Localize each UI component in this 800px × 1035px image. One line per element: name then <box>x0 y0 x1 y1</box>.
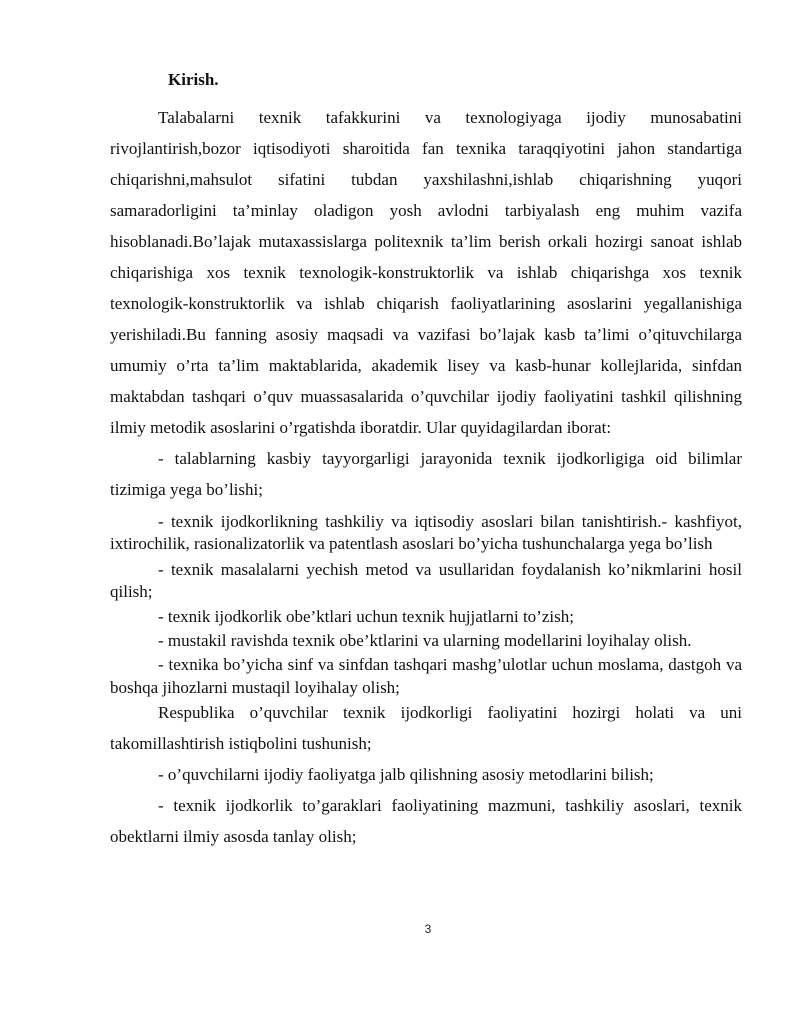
page-number: 3 <box>424 922 432 936</box>
section-heading: Kirish. <box>168 70 219 89</box>
list-item-organizational-basics: - texnik ijodkorlikning tashkiliy va iqtisodiy asoslari bilan tanishtirish.- kashfiyot, ixtirochilik, rasionalizatorlik va patentlash asoslari bo’yicha tushunchalarga yega bo’lish <box>110 512 742 554</box>
list-item-problem-solving: - texnik masalalarni yechish metod va usullaridan foydalanish ko’nikmlarini hosil qilish; <box>110 559 742 602</box>
list-item-methods: - o’quvchilarni ijodiy faoliyatga jalb qilishning asosiy metodlarini bilish; <box>158 765 654 785</box>
document-page <box>110 68 742 852</box>
intro-paragraph: Talabalarni texnik tafakkurini va texnologiyaga ijodiy munosabatini rivojlantirish,bozor iqtisodiyoti sharoitida fan texnika taraqqiyotini jahon standartiga chiqarishni,mahsulot sifatini tubdan yaxshilashni,ishlab chiqarishning yuqori samaradorligini ta’minlay oladigon yosh avlodni tarbiyalash eng muhim vazifa hisoblanadi.Bo’lajak mutaxassislarga politexnik ta’lim berish orkali hozirgi sanoat ishlab chiqarishiga xos texnik texnologik-konstruktorlik va ishlab chiqarishga xos texnik texnologik-konstruktorlik va ishlab chiqarish faoliyatlarining asoslarini yegallanishiga yerishiladi.Bu fanning asosiy maqsadi va vazifasi bo’lajak kasb ta’limi o’qituvchilarga umumiy o’rta ta’lim maktablarida, akademik lisey va kasb-hunar kollejlarida, sinfdan maktabdan tashqari o’quv muassasalarida o’quvchilar ijodiy faoliyatini tashkil qilishning ilmiy metodik asoslarini o’rgatishda iboratdir. Ular quyidagilardan iborat: <box>110 108 742 437</box>
list-item-clubs: - texnik ijodkorlik to’garaklari faoliyatining mazmuni, tashkiliy asoslari, texnik obektlarni ilmiy asosda tanlay olish; <box>110 796 742 847</box>
list-item-equipment-design: - texnika bo’yicha sinf va sinfdan tashqari mashg’ulotlar uchun moslama, dastgoh va boshqa jihozlarni mustaqil loyihalay olish; <box>110 655 742 697</box>
list-item-documentation: - texnik ijodkorlik obe’ktlari uchun texnik hujjatlarni to’zish; <box>158 606 574 626</box>
list-item-republic-status: Respublika o’quvchilar texnik ijodkorligi faoliyatini hozirgi holati va uni takomillashtirish istiqbolini tushunish; <box>110 703 742 754</box>
list-item-knowledge-system: - talablarning kasbiy tayyorgarligi jarayonida texnik ijodkorligiga oid bilimlar tizimiga yega bo’lishi; <box>110 449 742 499</box>
list-item-model-design: - mustakil ravishda texnik obe’ktlarini va ularning modellarini loyihalay olish. <box>158 631 692 651</box>
